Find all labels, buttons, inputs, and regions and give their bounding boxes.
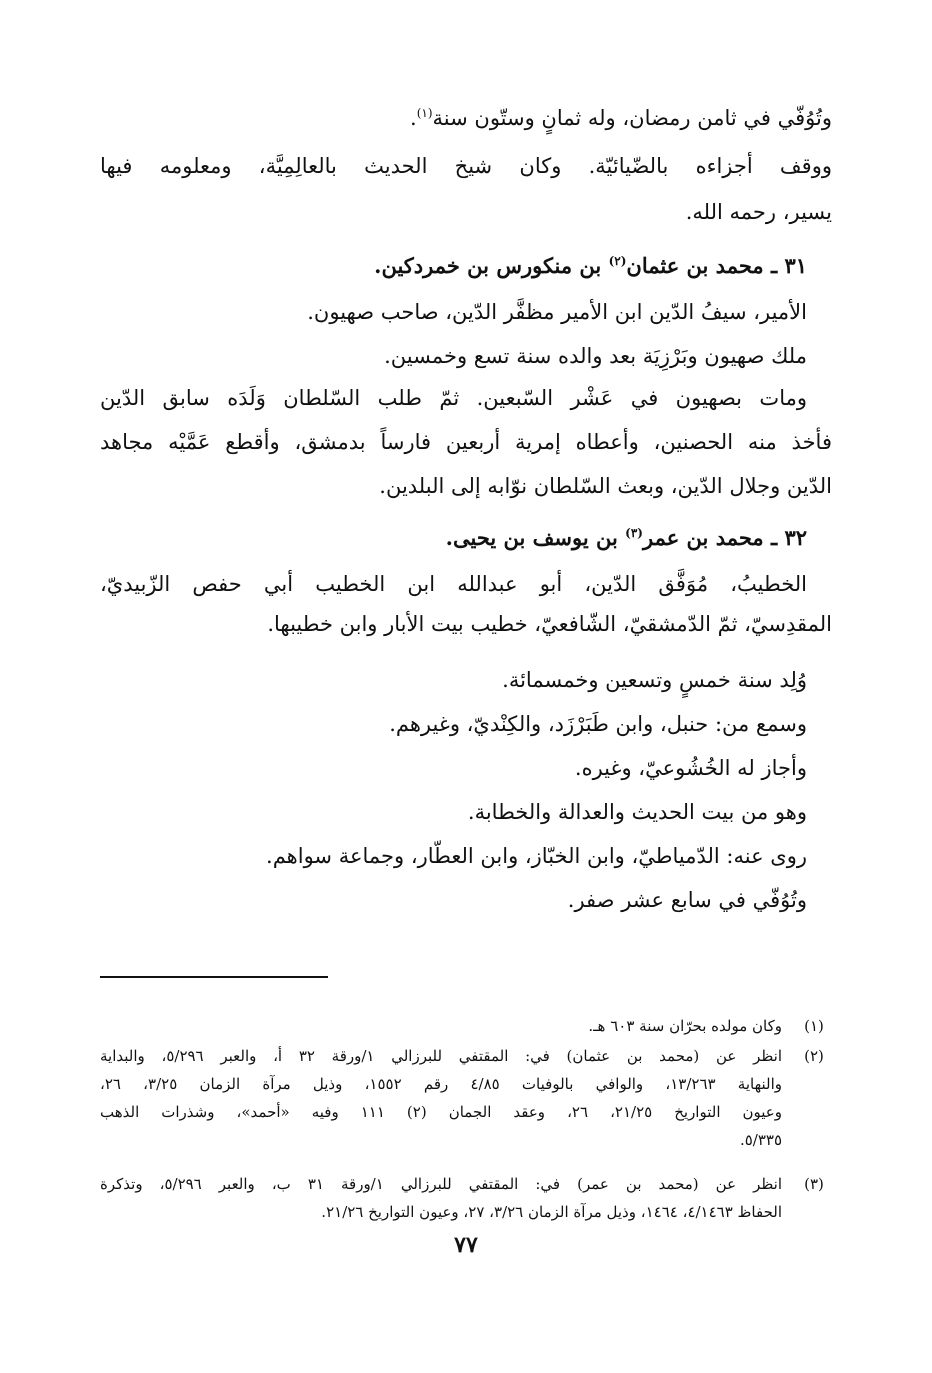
text-line: يسير، رحمه الله.: [685, 200, 832, 224]
text-line: وسمع من: حنبل، وابن طَبَرْزَد، والكِنْديّ، وغيرهم.: [389, 712, 807, 736]
text-line: ومات بصهيون في عَشْر السّبعين. ثمّ طلب السّلطان وَلَدَه سابق الدّين: [100, 386, 807, 410]
text-line: وتُوُفّي في ثامن رمضان، وله ثمانٍ وستّون سنة$^{(١)}$.: [410, 106, 832, 130]
footnote-line: انظر عن (محمد بن عمر) في: المقتفي للبرزالي ١/ورقة ٣١ ب، والعبر ٥/٢٩٦، وتذكرة: [100, 1175, 782, 1193]
text-line: الخطيبُ، مُوَفَّق الدّين، أبو عبدالله ابن الخطيب أبي حفص الزّبيديّ،: [100, 572, 807, 596]
footnote-line: وعيون التواريخ ٢١/٢٥، ٢٦، وعقد الجمان (٢) ١١١ وفيه «أحمد»، وشذرات الذهب: [100, 1103, 782, 1121]
footnote-line: والنهاية ١٣/٢٦٣، والوافي بالوفيات ٤/٨٥ رقم ١٥٥٢، وذيل مرآة الزمان ٣/٢٥، ٢٦،: [100, 1075, 783, 1093]
footnote-line: وكان مولده بحرّان سنة ٦٠٣ هـ.: [588, 1017, 782, 1035]
footnote: [100, 1042, 832, 1154]
entry-heading: ٣١ ـ محمد بن عثمان$^{(٢)}$ بن منكورس بن خمردكين.: [374, 253, 807, 278]
entry-heading: ٣٢ ـ محمد بن عمر$^{(٣)}$ بن يوسف بن يحيى.: [445, 525, 807, 550]
text-line: وأجاز له الخُشُوعيّ، وغيره.: [574, 756, 807, 780]
footnote-number: (١): [804, 1017, 824, 1035]
footnote-ref: (١): [416, 106, 433, 120]
text-line: فأخذ منه الحصنين، وأعطاه إمرية أربعين فارساً بدمشق، وأقطع عَمَّيْه مجاهد: [100, 430, 832, 454]
footnote: [100, 1170, 832, 1226]
text-line: روى عنه: الدّمياطيّ، وابن الخبّاز، وابن العطّار، وجماعة سواهم.: [266, 844, 807, 868]
text-line: وهو من بيت الحديث والعدالة والخطابة.: [467, 800, 807, 824]
footnote-ref: (٣): [625, 526, 643, 540]
text-line: ووقف أجزاءه بالضّيائيّة. وكان شيخ الحديث بالعالِمِيَّة، ومعلومه فيها: [100, 154, 832, 178]
text-line: وتُوُفّي في سابع عشر صفر.: [567, 888, 807, 912]
text-line: الأمير، سيفُ الدّين ابن الأمير مظفَّر الدّين، صاحب صهيون.: [307, 300, 807, 324]
footnote-line: الحفاظ ٤/١٤٦٣، ١٤٦٤، وذيل مرآة الزمان ٣/٢٦، ٢٧، وعيون التواريخ ٢١/٢٦.: [321, 1203, 782, 1221]
footnote-separator: [100, 976, 328, 978]
text-line: وُلِد سنة خمسٍ وتسعين وخمسمائة.: [502, 668, 807, 692]
footnote-number: (٢): [804, 1047, 824, 1065]
footnote-ref: (٢): [608, 254, 627, 268]
footnote-line: ٥/٣٣٥.: [739, 1131, 782, 1149]
page-number: ٧٧: [454, 1232, 478, 1258]
text-line: ملك صهيون وبَرْزِيَة بعد والده سنة تسع وخمسين.: [384, 344, 807, 368]
text-line: الدّين وجلال الدّين، وبعث السّلطان نوّابه إلى البلدين.: [379, 474, 832, 498]
footnote-line: انظر عن (محمد بن عثمان) في: المقتفي للبرزالي ١/ورقة ٣٢ أ، والعبر ٥/٢٩٦، والبداية: [100, 1047, 782, 1065]
footnote: [100, 1012, 832, 1040]
text-line: المقدِسيّ، ثمّ الدّمشقيّ، الشّافعيّ، خطيب بيت الأبار وابن خطيبها.: [267, 612, 832, 636]
footnote-number: (٣): [804, 1175, 824, 1193]
